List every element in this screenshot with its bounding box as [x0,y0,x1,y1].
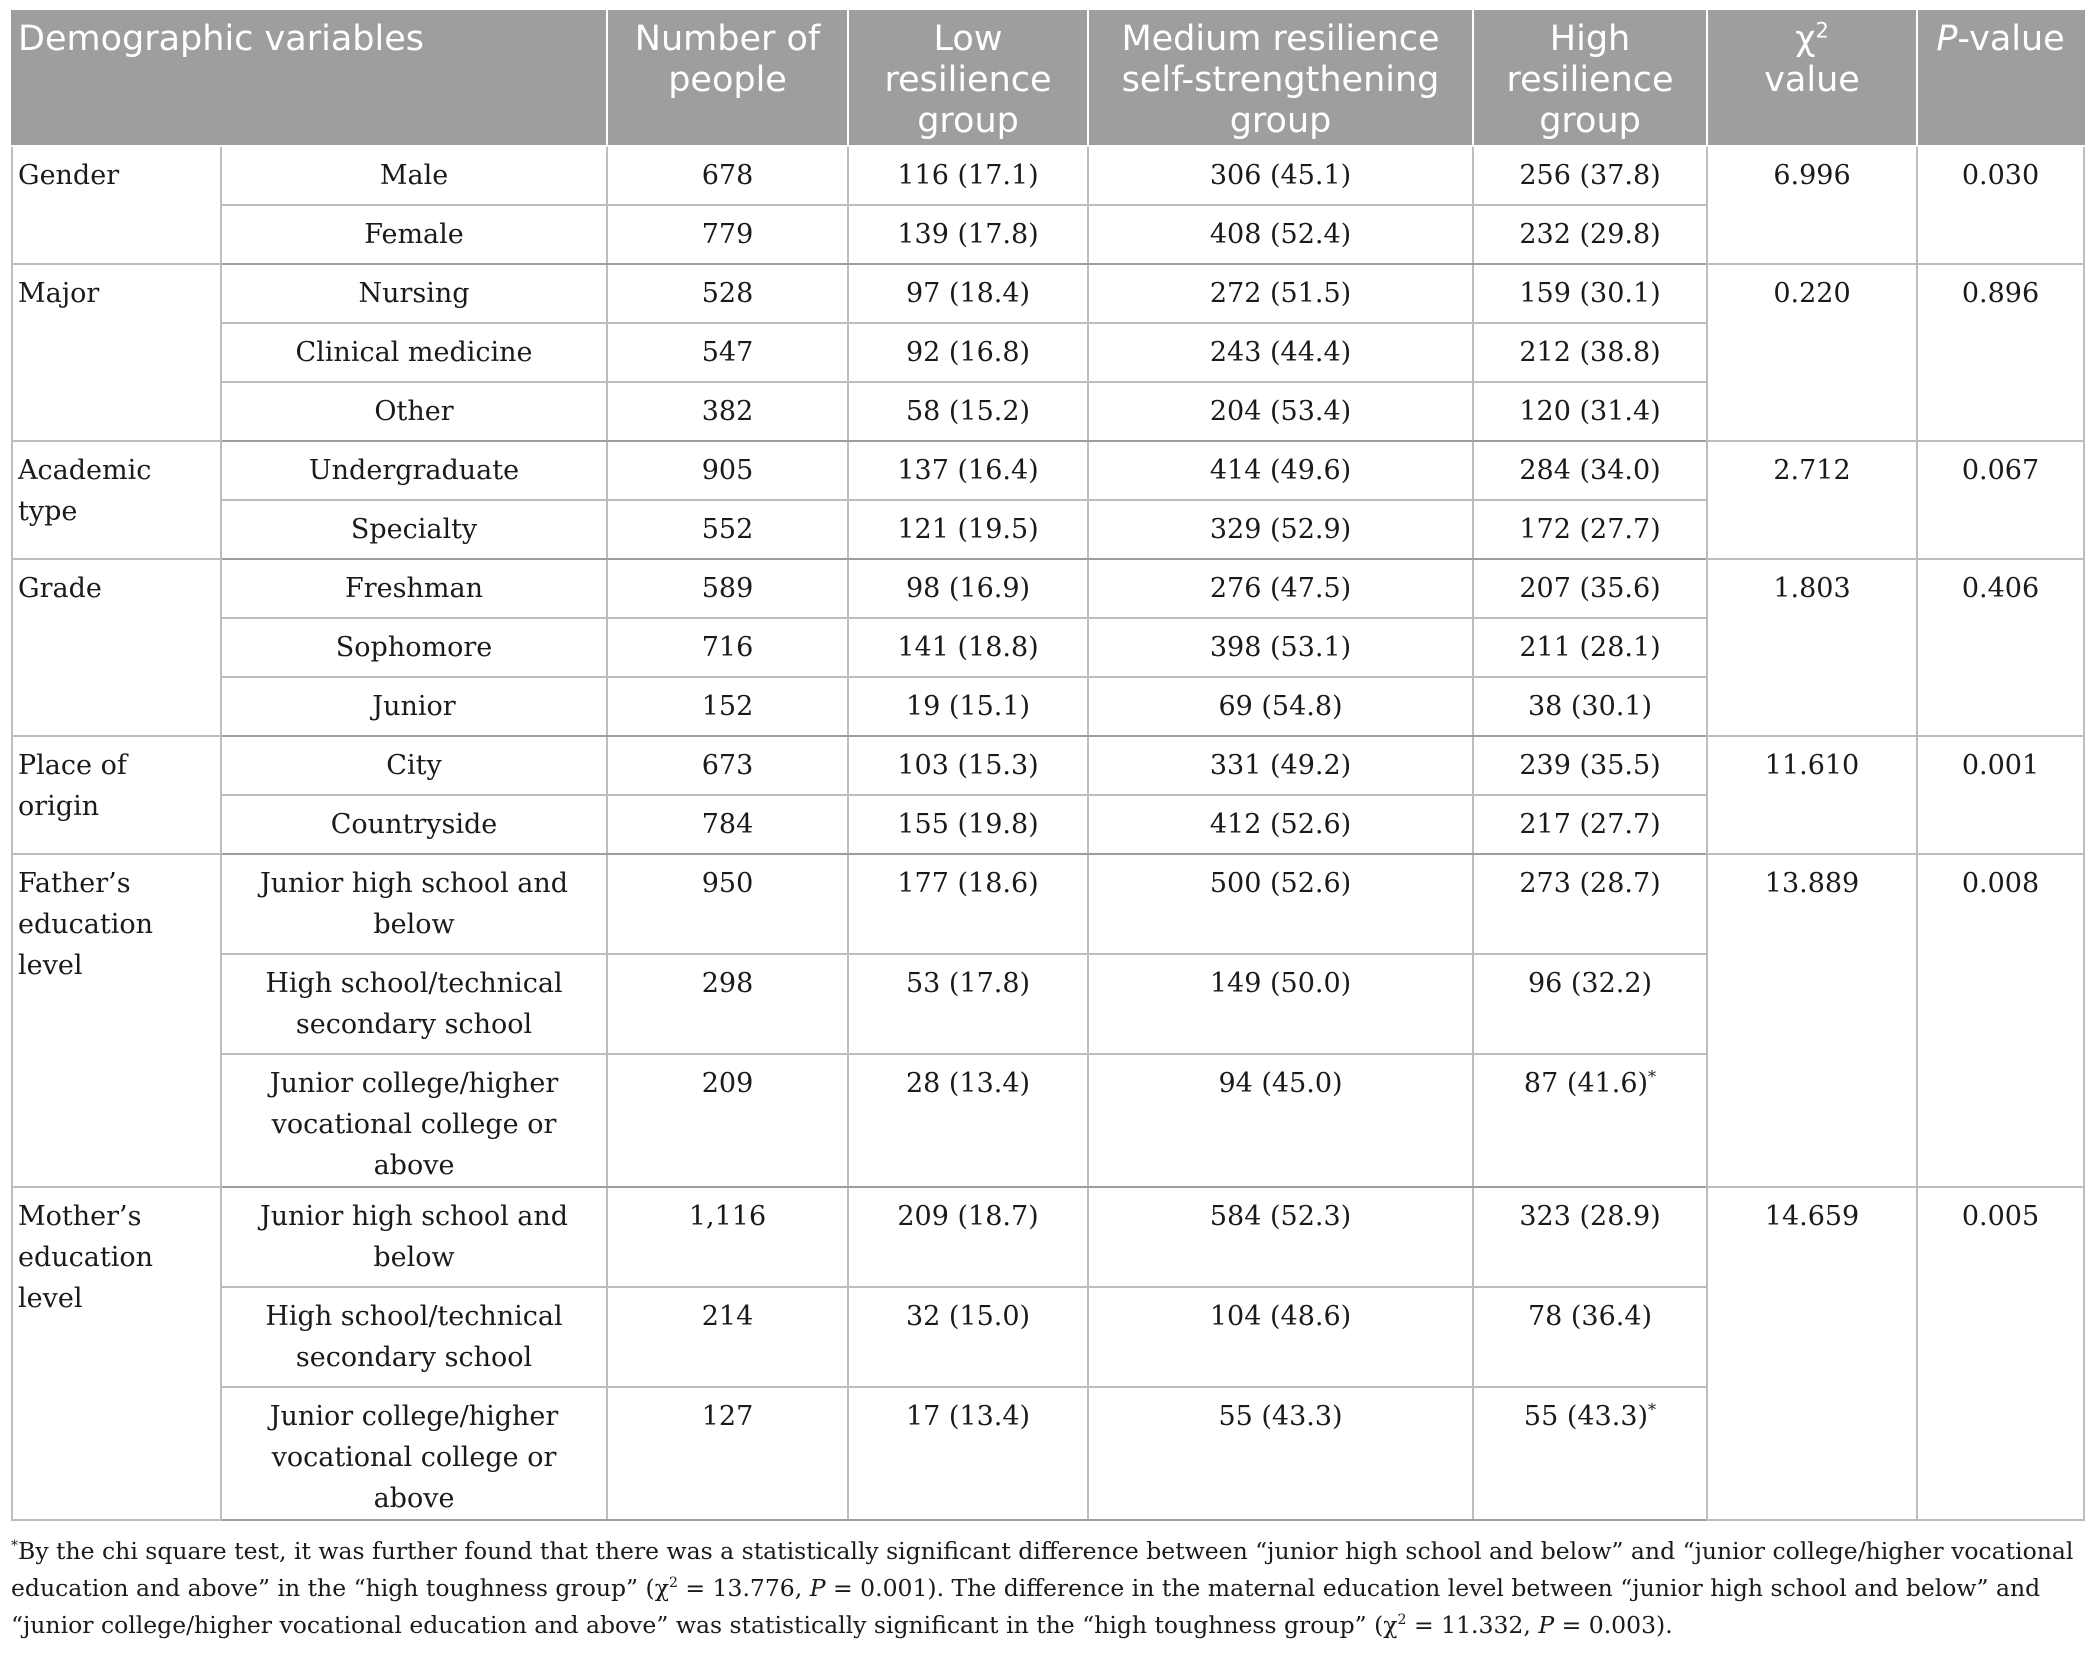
medium-cell: 408 (52.4) [1088,205,1473,264]
category-cell [221,1387,607,1520]
category-cell: Female [221,205,607,264]
high-value: 87 (41.6) [1523,1068,1649,1099]
high-cell: 78 (36.4) [1473,1287,1707,1387]
chi-value-cell: 1.803 [1707,559,1917,736]
high-cell: 120 (31.4) [1473,382,1707,441]
number-cell: 1,116 [607,1187,848,1287]
category-cell: City [221,736,607,795]
number-cell: 152 [607,677,848,736]
category-line2: secondary school [295,1009,533,1040]
low-cell: 209 (18.7) [848,1187,1088,1287]
number-cell: 950 [607,854,848,954]
high-cell: 284 (34.0) [1473,441,1707,500]
category-line1: High school/technical [265,1301,563,1332]
medium-cell: 331 (49.2) [1088,736,1473,795]
group-label-line2: education level [18,1242,153,1314]
header-high-line1: High [1549,19,1631,59]
table-footnote [11,1533,2083,1644]
medium-cell: 412 (52.6) [1088,795,1473,854]
low-cell: 116 (17.1) [848,146,1088,205]
category-cell: Nursing [221,264,607,323]
category-cell: Freshman [221,559,607,618]
header-chi [1707,11,1917,146]
chi-value-cell: 0.220 [1707,264,1917,441]
group-label-line2: education level [18,909,153,981]
low-cell: 103 (15.3) [848,736,1088,795]
header-medium [1088,11,1473,146]
footnote-chi1-value: = 13.776, [677,1574,810,1602]
significance-mark: * [1648,1067,1657,1086]
medium-cell: 243 (44.4) [1088,323,1473,382]
high-cell [1473,1054,1707,1187]
number-cell: 589 [607,559,848,618]
high-cell [1473,1387,1707,1520]
category-cell: Other [221,382,607,441]
table-row [12,854,2084,954]
group-label-gender: Gender [12,146,221,264]
category-cell: Sophomore [221,618,607,677]
table-row [12,1187,2084,1287]
header-medium-line2: self-strengthening [1121,60,1440,100]
header-p [1917,11,2084,146]
category-cell [221,1054,607,1187]
p-value-cell: 0.005 [1917,1187,2084,1520]
category-line2: vocational college or above [271,1442,557,1514]
table-row [12,736,2084,795]
low-cell: 28 (13.4) [848,1054,1088,1187]
footnote-chi2-value: = 11.332, [1406,1611,1539,1639]
category-cell: Countryside [221,795,607,854]
p-value-cell: 0.001 [1917,736,2084,854]
medium-cell: 94 (45.0) [1088,1054,1473,1187]
p-value-cell: 0.008 [1917,854,2084,1187]
low-cell: 92 (16.8) [848,323,1088,382]
high-value: 55 (43.3) [1523,1401,1649,1432]
high-cell: 207 (35.6) [1473,559,1707,618]
high-cell: 217 (27.7) [1473,795,1707,854]
category-cell: Clinical medicine [221,323,607,382]
low-cell: 141 (18.8) [848,618,1088,677]
group-label-line1: Mother’s [18,1201,142,1232]
low-cell: 98 (16.9) [848,559,1088,618]
high-cell: 256 (37.8) [1473,146,1707,205]
low-cell: 32 (15.0) [848,1287,1088,1387]
high-cell: 159 (30.1) [1473,264,1707,323]
high-cell: 38 (30.1) [1473,677,1707,736]
table-row [12,559,2084,618]
header-high-line2: resilience [1506,60,1674,100]
header-high-line3: group [1539,101,1641,141]
number-cell: 209 [607,1054,848,1187]
group-label-grade: Grade [12,559,221,736]
high-cell: 239 (35.5) [1473,736,1707,795]
chi-value-cell: 2.712 [1707,441,1917,559]
category-cell: Specialty [221,500,607,559]
header-low-line1: Low [933,19,1003,59]
category-line2: secondary school [295,1342,533,1373]
footnote-p2-label: P [1538,1611,1555,1639]
p-value-cell: 0.896 [1917,264,2084,441]
number-cell: 528 [607,264,848,323]
header-demographic [12,11,607,146]
footnote-p1-value: = 0.001). The difference in the maternal education level between “junior high school and below” and “junior college/higher vocational education and above” was statistically significant in the “high toughness group” ( [11,1574,2041,1639]
number-cell: 779 [607,205,848,264]
high-cell: 211 (28.1) [1473,618,1707,677]
low-cell: 19 (15.1) [848,677,1088,736]
category-cell [221,854,607,954]
chi-value-cell: 11.610 [1707,736,1917,854]
low-cell: 58 (15.2) [848,382,1088,441]
low-cell: 177 (18.6) [848,854,1088,954]
category-cell [221,1287,607,1387]
low-cell: 155 (19.8) [848,795,1088,854]
low-cell: 17 (13.4) [848,1387,1088,1520]
category-line1: Junior college/higher [269,1401,559,1432]
category-line1: Junior high school and below [259,868,569,940]
footnote-chi2-symbol: χ [1383,1611,1398,1639]
number-cell: 784 [607,795,848,854]
medium-cell: 204 (53.4) [1088,382,1473,441]
header-p-rest: -value [1957,19,2065,59]
medium-cell: 149 (50.0) [1088,954,1473,1054]
header-chi-line2: value [1764,60,1860,100]
low-cell: 139 (17.8) [848,205,1088,264]
significance-mark: * [1648,1400,1657,1419]
header-demographic-label: Demographic variables [18,19,424,59]
header-p-italic: P [1936,19,1958,59]
medium-cell: 414 (49.6) [1088,441,1473,500]
footnote-chi2-sup: 2 [1397,1612,1407,1629]
footnote-chi1-sup: 2 [668,1575,678,1592]
group-label-mother-education [12,1187,221,1520]
p-value-cell: 0.067 [1917,441,2084,559]
footnote-p2-value: = 0.003). [1554,1611,1673,1639]
chi-value-cell: 14.659 [1707,1187,1917,1520]
header-low [848,11,1088,146]
category-cell [221,954,607,1054]
header-low-line2: resilience [884,60,1052,100]
number-cell: 382 [607,382,848,441]
header-number-line1: Number of [634,19,821,59]
high-cell: 273 (28.7) [1473,854,1707,954]
category-line2: vocational college or above [271,1109,557,1181]
group-label-father-education [12,854,221,1187]
table-row [12,146,2084,205]
p-value-cell: 0.030 [1917,146,2084,264]
low-cell: 121 (19.5) [848,500,1088,559]
high-cell: 96 (32.2) [1473,954,1707,1054]
medium-cell: 584 (52.3) [1088,1187,1473,1287]
number-cell: 552 [607,500,848,559]
header-low-line3: group [917,101,1019,141]
category-line1: Junior high school and below [259,1201,569,1273]
medium-cell: 69 (54.8) [1088,677,1473,736]
category-cell: Male [221,146,607,205]
medium-cell: 306 (45.1) [1088,146,1473,205]
high-cell: 323 (28.9) [1473,1187,1707,1287]
low-cell: 97 (18.4) [848,264,1088,323]
low-cell: 53 (17.8) [848,954,1088,1054]
medium-cell: 500 (52.6) [1088,854,1473,954]
header-chi-sup: 2 [1815,18,1829,43]
header-chi-symbol: χ [1795,19,1816,59]
header-medium-line3: group [1229,101,1332,141]
footnote-mark: * [11,1538,19,1555]
table-row [12,264,2084,323]
group-label-major: Major [12,264,221,441]
number-cell: 127 [607,1387,848,1520]
number-cell: 214 [607,1287,848,1387]
table-container [11,10,2083,1668]
medium-cell: 104 (48.6) [1088,1287,1473,1387]
medium-cell: 272 (51.5) [1088,264,1473,323]
p-value-cell: 0.406 [1917,559,2084,736]
group-label-place-of-origin: Place of origin [12,736,221,854]
footnote-p1-label: P [809,1574,826,1602]
header-high [1473,11,1707,146]
medium-cell: 398 (53.1) [1088,618,1473,677]
group-label-academic-type: Academic type [12,441,221,559]
medium-cell: 276 (47.5) [1088,559,1473,618]
number-cell: 547 [607,323,848,382]
number-cell: 716 [607,618,848,677]
header-number-line2: people [668,60,787,100]
category-line1: Junior college/higher [269,1068,559,1099]
table-row [12,441,2084,500]
medium-cell: 55 (43.3) [1088,1387,1473,1520]
high-cell: 212 (38.8) [1473,323,1707,382]
high-cell: 172 (27.7) [1473,500,1707,559]
header-medium-line1: Medium resilience [1121,19,1440,59]
footnote-part1: By the chi square test, it was further found that there was a statistically significant difference between “junior high school and below” and “junior college/higher vocational education and above” in the “high toughness group” ( [11,1537,2074,1602]
number-cell: 673 [607,736,848,795]
footnote-chi1-symbol: χ [654,1574,669,1602]
category-line1: High school/technical [265,968,563,999]
category-cell [221,1187,607,1287]
low-cell: 137 (16.4) [848,441,1088,500]
group-label-line1: Father’s [18,868,131,899]
high-cell: 232 (29.8) [1473,205,1707,264]
number-cell: 905 [607,441,848,500]
chi-value-cell: 13.889 [1707,854,1917,1187]
category-cell: Junior [221,677,607,736]
medium-cell: 329 (52.9) [1088,500,1473,559]
number-cell: 298 [607,954,848,1054]
header-number [607,11,848,146]
number-cell: 678 [607,146,848,205]
demographic-table [11,10,2085,1521]
header-row [12,11,2084,146]
chi-value-cell: 6.996 [1707,146,1917,264]
category-cell: Undergraduate [221,441,607,500]
